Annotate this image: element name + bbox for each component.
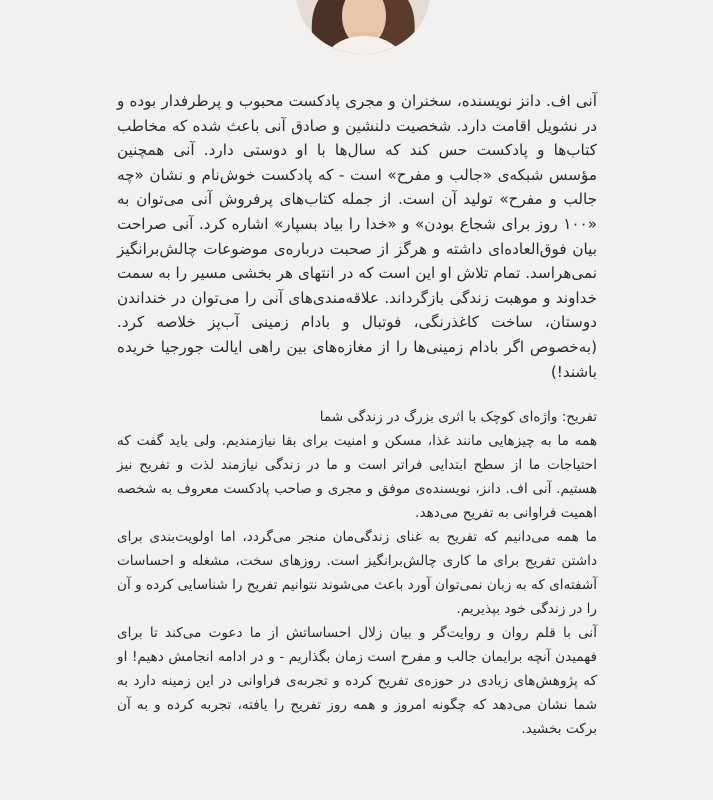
author-portrait-icon bbox=[296, 0, 430, 54]
description-title: تفریح: واژه‌ای کوچک با اثری بزرگ در زندگی شما bbox=[319, 409, 597, 425]
description-paragraph-3: آنی با قلم روان و روایت‌گر و بیان زلال احساساتش از ما دعوت می‌کند تا برای فهمیدن آنچه برایمان جالب و مفرح است زمان بگذاریم - و در ادامه انجامش دهیم! او که پژوهش‌های زیادی در حوزه‌ی تفریح کرده و تجربه‌ی فراوانی در این زمینه دارد به شما نشان می‌دهد که چگونه امروز و همه روز تفریح را یافته، تجربه کرده و به آن برکت بخشید. bbox=[117, 625, 597, 737]
description-paragraph-1: همه ما به چیزهایی مانند غذا، مسکن و امنیت برای بقا نیازمندیم. ولی باید گفت که احتیاجات ما از سطح ابتدایی فراتر است و ما در زندگی نیازمند لذت و تفریح نیز هستیم. آنی اف. دانز، نویسنده‌ی موفق و مجری و صاحب پادکست معروف به شخصه اهمیت فراوانی به تفریح می‌دهد. bbox=[117, 433, 597, 521]
author-photo bbox=[296, 0, 430, 54]
description-paragraph-2: ما همه می‌دانیم که تفریح به غنای زندگی‌مان منجر می‌گردد، اما اولویت‌بندی برای داشتن تفریح برای ما کاری چالش‌برانگیز است. روزهای سخت، مشغله و احساسات آشفته‌ای که به زبان نمی‌توان آورد باعث می‌شوند نتوانیم تفریح را شناسایی کرده و آن را در زندگی خود بپذیریم. bbox=[117, 529, 597, 617]
book-description bbox=[117, 405, 597, 741]
author-bio-paragraph: آنی اف. دانز نویسنده، سخنران و مجری پادکست محبوب و پرطرفدار بوده و در نشویل اقامت دارد. شخصیت دلنشین و صادق آنی باعث شده که مخاطب کتاب‌ها و پادکست حس کند که سال‌ها با او دوستی دارد. آنی همچنین مؤسس شبکه‌ی «جالب و مفرح» است - که پادکست خوش‌نام و نشان «چه جالب و مفرح» تولید آن است. از جمله کتاب‌های پرفروش آنی می‌توان به «۱۰۰ روز برای شجاع بودن» و «خدا را بیاد بسپار» اشاره کرد. آنی صراحت بیان فوق‌العاده‌ای داشته و هرگز از صحبت درباره‌ی موضوعات چالش‌برانگیز نمی‌هراسد. تمام تلاش او این است که در انتهای هر بخشی مسیر را به سمت خداوند و موهبت زندگی بازگرداند. علاقه‌مندی‌های آنی را می‌توان در خنداندن دوستان، ساخت کاغذرنگی، فوتبال و بادام زمینی آب‌پز خلاصه کرد. (به‌خصوص اگر بادام زمینی‌ها را از مغازه‌های بین راهی ایالت جورجیا خریده باشند!) bbox=[117, 92, 597, 381]
author-bio bbox=[117, 89, 597, 384]
